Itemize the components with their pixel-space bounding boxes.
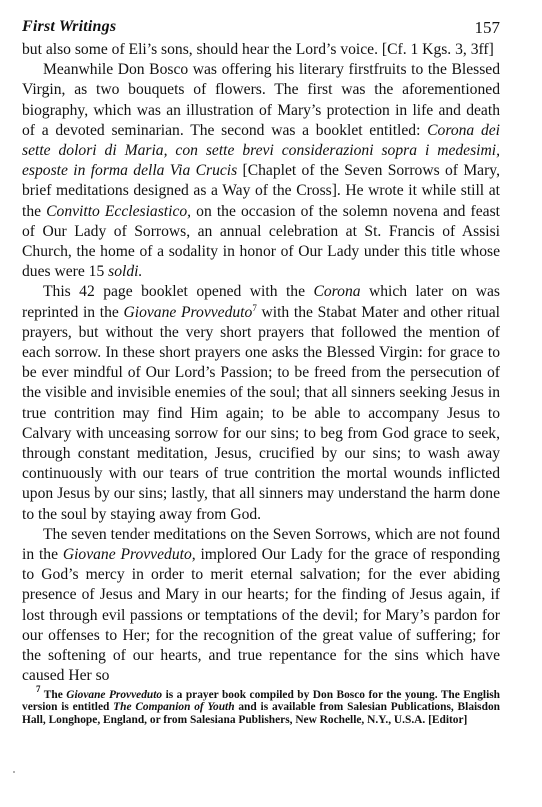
italic-text: soldi.: [108, 263, 143, 281]
footnote-text: [22, 684, 501, 726]
paragraph: [22, 525, 500, 687]
italic-text: The Companion of Youth: [113, 701, 235, 714]
text-run: but also some of Eli’s sons, should hear the Lord’s voice. [Cf. 1 Kgs. 3, 3ff]: [22, 41, 494, 58]
page-number: 157: [474, 18, 500, 37]
text-run: The seven tender meditations on the Seven Sorrows, which are not found in the: [22, 525, 500, 564]
footnote-marker: 7: [252, 302, 257, 313]
paragraph: [22, 60, 500, 282]
body-text: [22, 40, 500, 687]
text-run: on the occasion of the solemn novena and feast of Our Lady of Sorrows, an annual celebration at St. Francis of Assisi Church, the home of a sodality in honor of Our Lady under this title whose dues were 15: [22, 202, 500, 281]
footnote: [22, 684, 501, 726]
scan-speck: [13, 771, 15, 773]
running-header: [22, 18, 500, 40]
paragraph: [22, 282, 500, 524]
italic-text: Giovane Provveduto: [66, 689, 163, 701]
italic-text: Corona: [313, 283, 361, 301]
running-head-title: First Writings: [22, 18, 117, 35]
text-run: which later on was reprinted in the: [22, 283, 500, 321]
italic-text: Giovane Provveduto: [123, 303, 253, 321]
text-run: Meanwhile Don Bosco was offering his literary firstfruits to the Blessed Virgin, as two bouquets of flowers. The first was the aforementioned biography, which was an illustration of Mary’s protection in life and death of a devoted seminarian. The second was a booklet entitled:: [22, 61, 500, 139]
italic-text: Convitto Ecclesiastico,: [46, 202, 192, 220]
text-run: [Chaplet of the Seven Sorrows of Mary, brief meditations designed as a Way of the Cross]. He wrote it while still at the: [22, 162, 500, 220]
text-run: and is available from Salesian Publications, Blaisdon Hall, Longhope, England, or from Salesiana Publishers, New Rochelle, N.Y., U.S.A. [Editor]: [22, 701, 500, 726]
italic-text: Giovane Provveduto,: [62, 546, 196, 564]
footnote-marker: 7: [36, 684, 41, 694]
paragraph: [22, 40, 500, 60]
text-run: is a prayer book compiled by Don Bosco for the young. The English version is entitled: [22, 689, 501, 714]
text-run: The: [40, 689, 67, 701]
text-run: This 42 page booklet opened with the: [43, 283, 314, 301]
text-run: with the Stabat Mater and other ritual prayers, but without the very short prayers that followed the mention of each sorrow. In these short prayers one asks the Blessed Virgin: for grace to be ever mindful of Our Lord’s Passion; to be freed from the persecution of the visible and invisible enemies of the soul; that all sinners seeking Jesus in true contrition may find Him again; to be able to accompany Jesus to Calvary with unceasing sorrow for our sins; to beg from God grace to seek, through constant meditation, Jesus, crucified by our sins; to wash away continuously with our tears of true contrition the mortal wounds inflicted upon Jesus by our sins; lastly, that all sinners may understand the harm done to the soul by staying away from God.: [22, 303, 500, 523]
text-run: implored Our Lady for the grace of responding to God’s mercy in order to merit eternal salvation; for the ever abiding presence of Jesus and Mary in our hearts; for the finding of Jesus again, if lost through evil passions or temptations of the devil; for Mary’s pardon for our offenses to Her; for the recognition of the great value of suffering; for the softening of our hearts, and true repentance for the sins which have caused Her so: [22, 546, 500, 685]
italic-text: Corona dei sette dolori di Maria, con sette brevi considerazioni sopra i medesimi, esposte in forma della Via Crucis: [22, 121, 500, 180]
